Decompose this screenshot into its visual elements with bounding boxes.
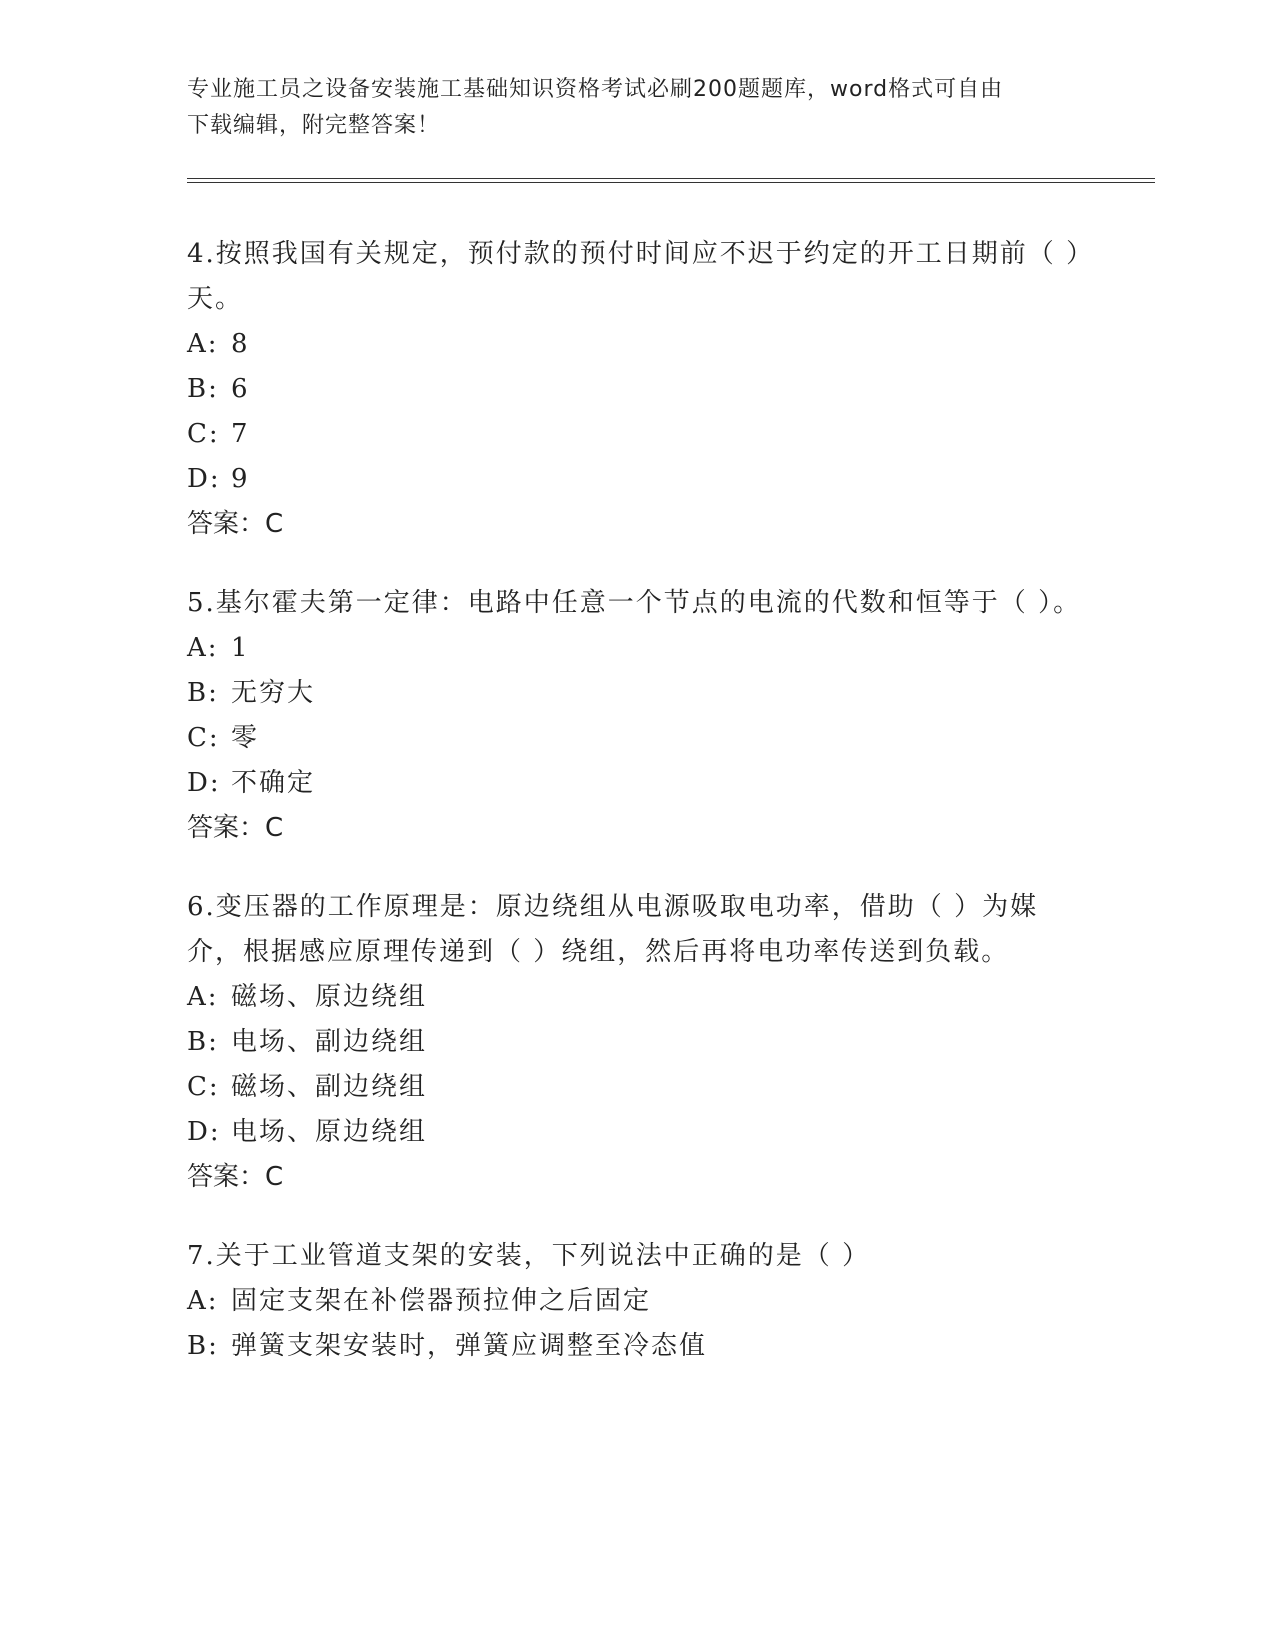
option-b (187, 367, 1087, 412)
option-letter: A: (187, 633, 219, 663)
option-letter: B: (187, 678, 219, 708)
answer-line: 答案：C (187, 813, 284, 843)
question-list (187, 232, 1087, 1403)
header-line-1: 专业施工员之设备安装施工基础知识资格考试必刷200题题库，word格式可自由 (187, 77, 1004, 102)
question-5 (187, 581, 1087, 851)
option-b (187, 1324, 1087, 1369)
answer-line: 答案：C (187, 509, 284, 539)
header-divider (187, 178, 1155, 183)
option-text: 6 (231, 374, 250, 404)
option-c (187, 412, 1087, 457)
question-stem: 6.变压器的工作原理是：原边绕组从电源吸取电功率，借助（ ）为媒介，根据感应原理传递到（ ）绕组，然后再将电功率传送到负载。 (187, 892, 1039, 967)
option-letter: B: (187, 1027, 219, 1057)
option-letter: C: (187, 419, 220, 449)
option-letter: B: (187, 374, 219, 404)
option-text: 7 (231, 419, 250, 449)
question-stem: 7.关于工业管道支架的安装，下列说法中正确的是（ ） (187, 1241, 871, 1271)
option-a (187, 1279, 1087, 1324)
option-text: 零 (231, 723, 260, 753)
option-text: 1 (231, 633, 250, 663)
question-7 (187, 1234, 1087, 1369)
option-letter: A: (187, 329, 219, 359)
option-text: 磁场、原边绕组 (231, 982, 428, 1012)
option-letter: D: (187, 768, 221, 798)
option-text: 磁场、副边绕组 (231, 1072, 428, 1102)
option-text: 无穷大 (231, 678, 316, 708)
option-a (187, 626, 1087, 671)
option-d (187, 457, 1087, 502)
page-header (187, 72, 1067, 144)
option-text: 8 (231, 329, 250, 359)
option-letter: A: (187, 1286, 219, 1316)
option-text: 固定支架在补偿器预拉伸之后固定 (231, 1286, 652, 1316)
option-letter: D: (187, 464, 221, 494)
option-c (187, 716, 1087, 761)
option-b (187, 1020, 1087, 1065)
option-text: 弹簧支架安装时，弹簧应调整至冷态值 (231, 1331, 708, 1361)
option-text: 电场、副边绕组 (231, 1027, 428, 1057)
option-a (187, 322, 1087, 367)
option-letter: C: (187, 1072, 220, 1102)
option-d (187, 1110, 1087, 1155)
option-d (187, 761, 1087, 806)
option-letter: B: (187, 1331, 219, 1361)
option-b (187, 671, 1087, 716)
question-6 (187, 885, 1087, 1200)
option-text: 9 (231, 464, 250, 494)
option-letter: C: (187, 723, 220, 753)
header-line-2: 下载编辑，附完整答案！ (187, 113, 441, 138)
question-4 (187, 232, 1087, 547)
option-text: 不确定 (231, 768, 316, 798)
answer-line: 答案：C (187, 1162, 284, 1192)
option-a (187, 975, 1087, 1020)
option-c (187, 1065, 1087, 1110)
option-letter: A: (187, 982, 219, 1012)
question-stem: 4.按照我国有关规定，预付款的预付时间应不迟于约定的开工日期前（ ）天。 (187, 239, 1082, 314)
option-text: 电场、原边绕组 (231, 1117, 428, 1147)
option-letter: D: (187, 1117, 221, 1147)
question-stem: 5.基尔霍夫第一定律：电路中任意一个节点的电流的代数和恒等于（ ）。 (187, 588, 1082, 618)
